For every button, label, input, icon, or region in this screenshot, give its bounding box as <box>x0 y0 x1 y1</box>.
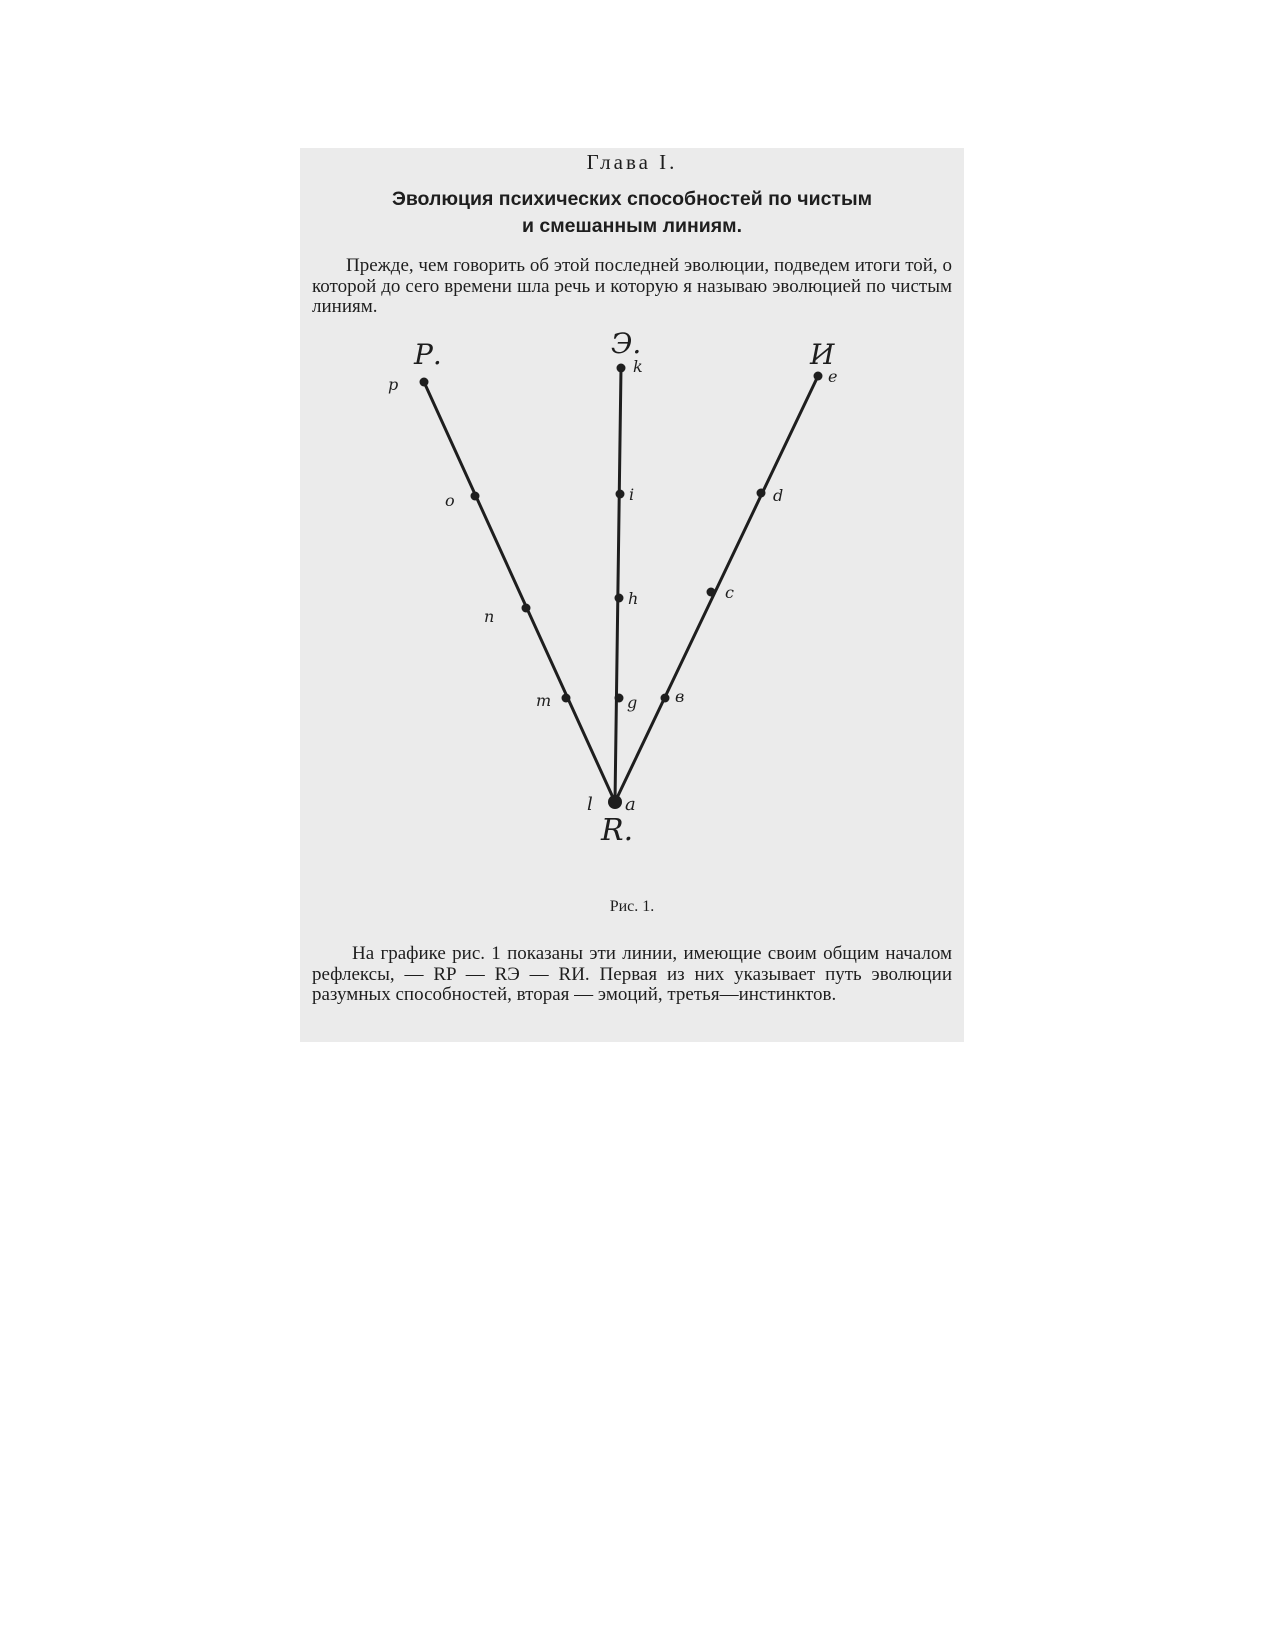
branch-3-point-label-4: e <box>828 367 838 386</box>
branch-2-point-2 <box>615 594 624 603</box>
branch-3-point-label-1: в <box>675 687 685 706</box>
branch-line-1 <box>424 382 615 802</box>
title-line-1: Эволюция психических способностей по чистым <box>391 188 873 210</box>
branch-2-end-label: Э. <box>611 327 642 360</box>
branch-3-point-2 <box>707 588 716 597</box>
origin-label-right: a <box>625 794 636 815</box>
branch-line-2 <box>615 368 621 802</box>
figure-caption: Рис. 1. <box>609 898 655 915</box>
branch-2-point-1 <box>615 694 624 703</box>
branch-1-point-label-1: m <box>536 691 552 710</box>
origin-point <box>608 795 622 809</box>
branch-2-point-4 <box>617 364 626 373</box>
branch-2-point-label-2: h <box>628 589 639 608</box>
explanation-paragraph: На графике рис. 1 показаны эти линии, имеющие своим общим началом рефлексы, — RP — RЭ — RИ. Первая из них указывает путь эволюции разумных способностей, вторая — эмоций, третья—инстинктов. <box>312 943 952 1005</box>
branch-1-end-label: Р. <box>414 338 442 371</box>
origin-label-left: l <box>587 794 593 815</box>
origin-label: R. <box>601 813 634 848</box>
chapter-heading: Глава I. <box>586 150 678 174</box>
branch-3-point-1 <box>661 694 670 703</box>
branch-2-point-label-1: g <box>627 693 638 712</box>
branch-3-point-3 <box>757 489 766 498</box>
branch-1-point-1 <box>562 694 571 703</box>
branch-1-point-label-4: p <box>388 375 399 394</box>
branch-2-point-label-3: i <box>629 485 635 504</box>
branch-3-end-label: И <box>810 338 835 371</box>
branch-1-point-3 <box>471 492 480 501</box>
scanned-page <box>300 148 964 1042</box>
branch-1-point-2 <box>522 604 531 613</box>
branch-3-point-label-3: d <box>773 486 784 505</box>
branch-1-point-label-3: o <box>445 491 455 510</box>
branch-2-point-label-4: k <box>633 357 643 376</box>
branch-2-point-3 <box>616 490 625 499</box>
branch-3-point-label-2: c <box>725 583 734 602</box>
branch-1-point-label-2: n <box>484 607 495 626</box>
branch-1-point-4 <box>420 378 429 387</box>
branch-3-point-4 <box>814 372 823 381</box>
intro-paragraph: Прежде, чем говорить об этой последней эволюции, подведем итоги той, о которой до сего времени шла речь и которую я называю эволюцией по чистым линиям. <box>312 255 952 317</box>
branch-line-3 <box>615 376 818 802</box>
title-line-2: и смешанным линиям. <box>521 215 743 237</box>
